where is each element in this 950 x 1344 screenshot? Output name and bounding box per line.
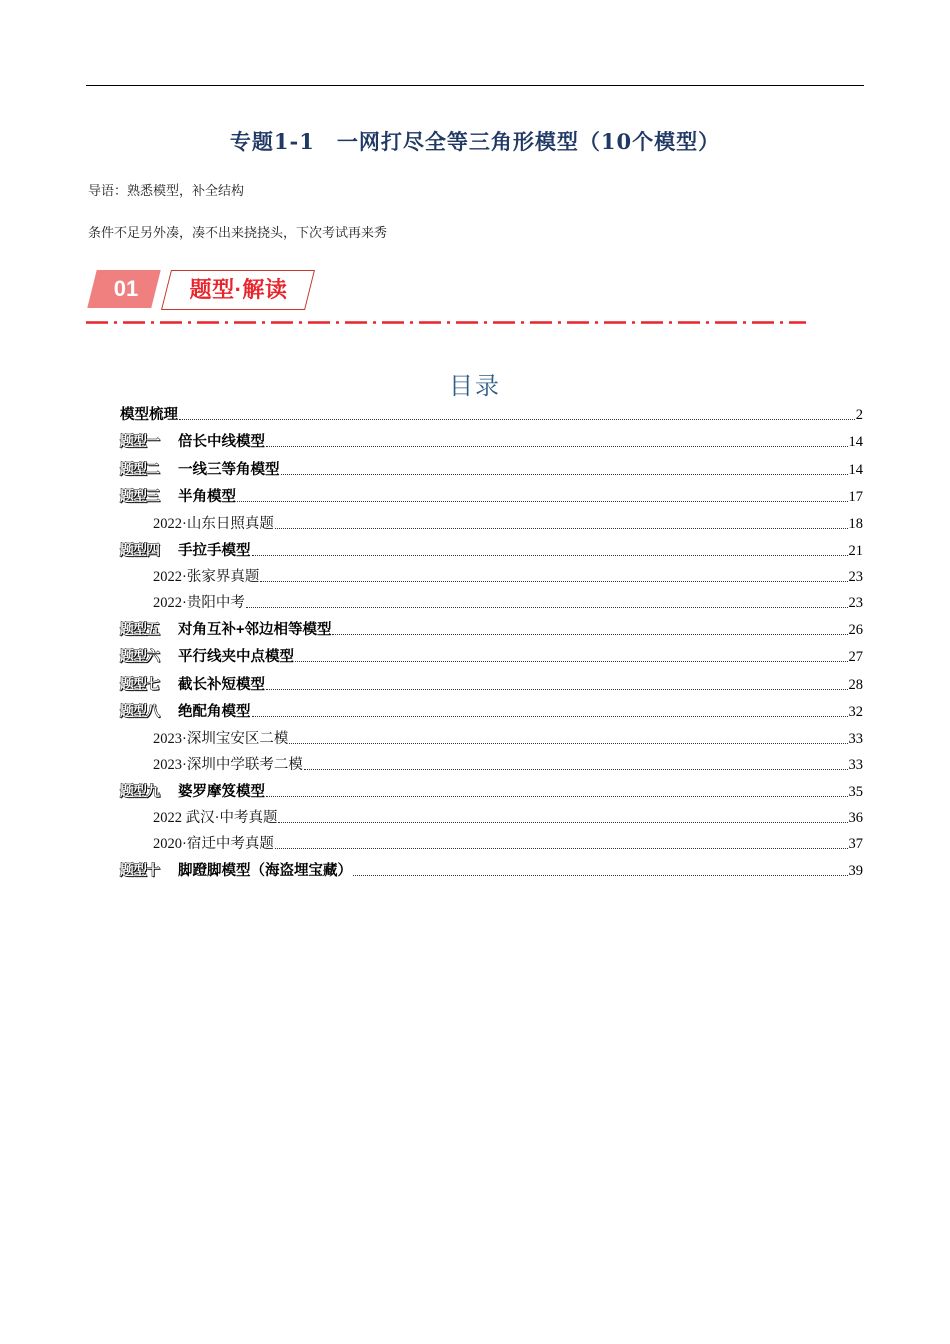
- toc-entry-badge: 题型九: [120, 783, 159, 799]
- toc-entry-label: 截长补短模型: [178, 677, 265, 693]
- toc-page-number: 36: [848, 810, 863, 826]
- toc-entry[interactable]: [153, 833, 863, 853]
- toc-leader: [275, 848, 848, 849]
- toc-page-number: 14: [848, 434, 863, 450]
- toc-page-number: 32: [848, 704, 863, 720]
- toc-entry[interactable]: [120, 860, 863, 880]
- toc-entry-badge: 题型六: [120, 648, 159, 664]
- header-rule: [86, 85, 864, 86]
- toc-page-number: 17: [848, 489, 863, 505]
- toc-page-number: 2: [855, 407, 863, 423]
- toc-page-number: 33: [848, 731, 863, 747]
- toc-leader: [332, 634, 847, 635]
- toc-entry[interactable]: [153, 807, 863, 827]
- toc-entry-label: 一线三等角模型: [178, 462, 280, 478]
- toc-entry-label: 2020·宿迁中考真题: [153, 836, 274, 852]
- toc-leader: [252, 555, 848, 556]
- toc-entry[interactable]: [120, 701, 863, 721]
- toc-entry-label: 婆罗摩笈模型: [178, 784, 265, 800]
- toc-entry-label: 2023·深圳中学联考二模: [153, 757, 303, 773]
- toc-page-number: 18: [848, 516, 863, 532]
- toc-page-number: 21: [848, 543, 863, 559]
- toc-entry-label: 手拉手模型: [178, 543, 251, 559]
- toc-entry-label: 2022·张家界真题: [153, 569, 260, 585]
- toc-page-number: 39: [848, 863, 863, 879]
- toc-leader: [278, 822, 847, 823]
- toc-entry-badge: 题型八: [120, 703, 159, 719]
- intro-line-guide: 导语：熟悉模型，补全结构: [88, 184, 245, 199]
- toc-entry-badge: 题型四: [120, 542, 159, 558]
- intro-line-motto: 条件不足另外凑，凑不出来挠挠头，下次考试再来秀: [88, 226, 388, 241]
- toc-leader: [304, 769, 848, 770]
- toc-entry[interactable]: [153, 728, 863, 748]
- toc-leader: [260, 581, 847, 582]
- toc-leader: [179, 419, 855, 420]
- toc-entry[interactable]: [120, 486, 863, 506]
- toc-title: 目录: [449, 373, 501, 400]
- toc-entry[interactable]: [120, 646, 863, 666]
- toc-page-number: 26: [848, 622, 863, 638]
- toc-entry[interactable]: [120, 404, 863, 424]
- toc-entry-label: 对角互补+邻边相等模型: [178, 622, 332, 638]
- section-dash-divider: [86, 321, 806, 324]
- toc-leader: [246, 607, 848, 608]
- toc-entry-label: 平行线夹中点模型: [178, 649, 294, 665]
- toc-entry-badge: 题型一: [120, 433, 159, 449]
- toc-entry[interactable]: [153, 754, 863, 774]
- toc-page-number: 28: [848, 677, 863, 693]
- toc-entry[interactable]: [153, 566, 863, 586]
- toc-entry[interactable]: [120, 540, 863, 560]
- toc-entry-badge: 题型五: [120, 621, 159, 637]
- toc-entry[interactable]: [120, 619, 863, 639]
- toc-entry[interactable]: [153, 592, 863, 612]
- toc-entry[interactable]: [120, 459, 863, 479]
- toc-page-number: 23: [848, 569, 863, 585]
- document-title: 专题1-1 一网打尽全等三角形模型（10个模型）: [229, 129, 721, 154]
- toc-leader: [281, 474, 848, 475]
- toc-leader: [289, 743, 847, 744]
- toc-entry-badge: 题型十: [120, 862, 159, 878]
- toc-entry-badge: 题型三: [120, 488, 159, 504]
- toc-entry-badge: 题型七: [120, 676, 159, 692]
- toc-page-number: 35: [848, 784, 863, 800]
- toc-leader: [266, 689, 848, 690]
- toc-entry-label: 2022 武汉·中考真题: [153, 810, 278, 826]
- toc-leader: [266, 446, 848, 447]
- toc-entry-label: 2023·深圳宝安区二模: [153, 731, 289, 747]
- toc-leader: [353, 875, 848, 876]
- section-label: 题型·解读: [189, 277, 288, 302]
- section-number: 01: [113, 276, 139, 301]
- toc-page-number: 33: [848, 757, 863, 773]
- toc-leader: [252, 716, 848, 717]
- toc-leader: [237, 501, 848, 502]
- toc-page-number: 23: [848, 595, 863, 611]
- toc-page-number: 37: [848, 836, 863, 852]
- section-banner: [86, 268, 806, 330]
- toc-entry-label: 模型梳理: [120, 407, 178, 423]
- toc-leader: [275, 528, 848, 529]
- toc-entry[interactable]: [120, 781, 863, 801]
- toc-entry[interactable]: [153, 513, 863, 533]
- toc-page-number: 14: [848, 462, 863, 478]
- toc-entry[interactable]: [120, 431, 863, 451]
- toc-leader: [266, 796, 848, 797]
- toc-entry-label: 绝配角模型: [178, 704, 251, 720]
- toc-entry-label: 倍长中线模型: [178, 434, 265, 450]
- toc-entry-badge: 题型二: [120, 461, 159, 477]
- toc-leader: [295, 661, 848, 662]
- toc-entry-label: 2022·贵阳中考: [153, 595, 245, 611]
- toc-entry-label: 半角模型: [178, 489, 236, 505]
- toc-entry-label: 脚蹬脚模型（海盗埋宝藏）: [178, 863, 352, 879]
- toc-entry-label: 2022·山东日照真题: [153, 516, 274, 532]
- toc-entry[interactable]: [120, 674, 863, 694]
- toc-page-number: 27: [848, 649, 863, 665]
